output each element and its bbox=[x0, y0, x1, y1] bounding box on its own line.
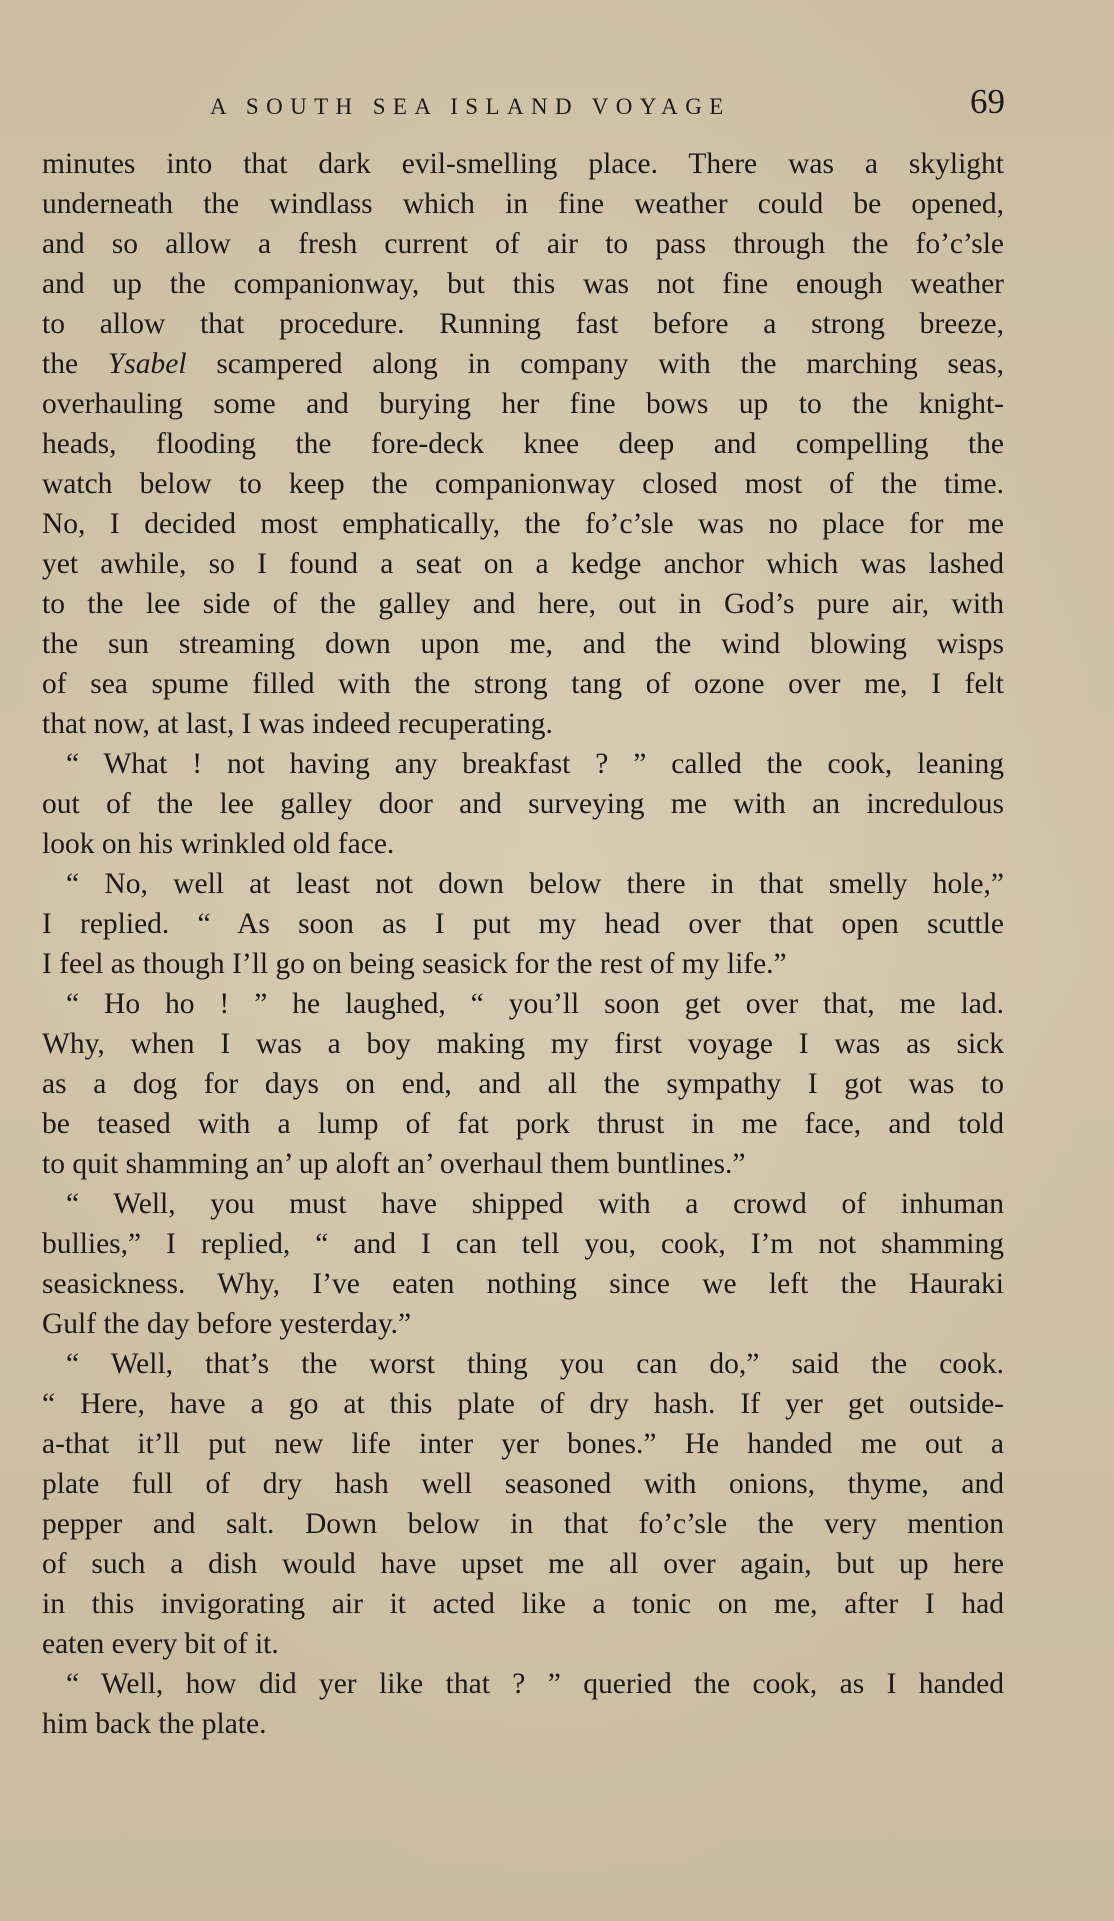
text-line: I feel as though I’ll go on being seasick for the rest of my life.” bbox=[42, 948, 787, 980]
text-line: the sun streaming down upon me, and the wind blowing wisps bbox=[42, 628, 1004, 660]
text-line: to the lee side of the galley and here, out in God’s pure air, with bbox=[42, 588, 1004, 620]
text-line: to quit shamming an’ up aloft an’ overhaul them buntlines.” bbox=[42, 1148, 746, 1180]
text-line: him back the plate. bbox=[42, 1708, 267, 1740]
text-line: a-that it’ll put new life inter yer bones.” He handed me out a bbox=[42, 1428, 1004, 1460]
text-line: to allow that procedure. Running fast before a strong breeze, bbox=[42, 308, 1004, 340]
text-line: eaten every bit of it. bbox=[42, 1628, 279, 1660]
ship-name: Ysabel bbox=[107, 348, 187, 380]
text-line: out of the lee galley door and surveying me with an incredulous bbox=[42, 788, 1004, 820]
text-line: seasickness. Why, I’ve eaten nothing since we left the Hauraki bbox=[42, 1268, 1004, 1300]
text-line bbox=[42, 344, 1004, 384]
text-line: minutes into that dark evil-smelling place. There was a skylight bbox=[42, 148, 1004, 180]
running-head bbox=[40, 82, 1005, 132]
text-line: “ Here, have a go at this plate of dry hash. If yer get outside- bbox=[42, 1388, 1004, 1420]
page-number: 69 bbox=[970, 82, 1005, 121]
body-text bbox=[42, 144, 1004, 1744]
text-run: scampered along in company with the marching seas, bbox=[186, 348, 1005, 380]
text-run: the bbox=[42, 348, 108, 380]
text-line: bullies,” I replied, “ and I can tell you, cook, I’m not shamming bbox=[42, 1228, 1004, 1260]
text-line: I replied. “ As soon as I put my head over that open scuttle bbox=[42, 908, 1004, 940]
text-line: “ Well, you must have shipped with a crowd of inhuman bbox=[66, 1188, 1004, 1220]
text-line: in this invigorating air it acted like a tonic on me, after I had bbox=[42, 1588, 1004, 1620]
text-line: look on his wrinkled old face. bbox=[42, 828, 395, 860]
text-line: as a dog for days on end, and all the sympathy I got was to bbox=[42, 1068, 1004, 1100]
text-line: heads, flooding the fore-deck knee deep and compelling the bbox=[42, 428, 1004, 460]
text-line: underneath the windlass which in fine weather could be opened, bbox=[42, 188, 1004, 220]
text-line: be teased with a lump of fat pork thrust in me face, and told bbox=[42, 1108, 1004, 1140]
text-line: “ Well, how did yer like that ? ” queried the cook, as I handed bbox=[66, 1668, 1004, 1700]
text-line: and so allow a fresh current of air to pass through the fo’c’sle bbox=[42, 228, 1004, 260]
text-line: No, I decided most emphatically, the fo’c’sle was no place for me bbox=[42, 508, 1004, 540]
text-line: “ Ho ho ! ” he laughed, “ you’ll soon get over that, me lad. bbox=[66, 988, 1004, 1020]
running-title: A SOUTH SEA ISLAND VOYAGE bbox=[210, 94, 731, 119]
text-line: Why, when I was a boy making my first voyage I was as sick bbox=[42, 1028, 1004, 1060]
text-line: Gulf the day before yesterday.” bbox=[42, 1308, 412, 1340]
text-line: overhauling some and burying her fine bows up to the knight- bbox=[42, 388, 1004, 420]
text-line: watch below to keep the companionway closed most of the time. bbox=[42, 468, 1004, 500]
text-line: that now, at last, I was indeed recuperating. bbox=[42, 708, 553, 740]
text-line: plate full of dry hash well seasoned with onions, thyme, and bbox=[42, 1468, 1004, 1500]
text-line: “ No, well at least not down below there in that smelly hole,” bbox=[66, 868, 1004, 900]
text-line: “ Well, that’s the worst thing you can do,” said the cook. bbox=[66, 1348, 1004, 1380]
text-line: yet awhile, so I found a seat on a kedge anchor which was lashed bbox=[42, 548, 1004, 580]
text-line: “ What ! not having any breakfast ? ” called the cook, leaning bbox=[66, 748, 1004, 780]
text-line: of such a dish would have upset me all over again, but up here bbox=[42, 1548, 1004, 1580]
text-line: pepper and salt. Down below in that fo’c’sle the very mention bbox=[42, 1508, 1004, 1540]
text-line: of sea spume filled with the strong tang of ozone over me, I felt bbox=[42, 668, 1004, 700]
text-line: and up the companionway, but this was not fine enough weather bbox=[42, 268, 1004, 300]
